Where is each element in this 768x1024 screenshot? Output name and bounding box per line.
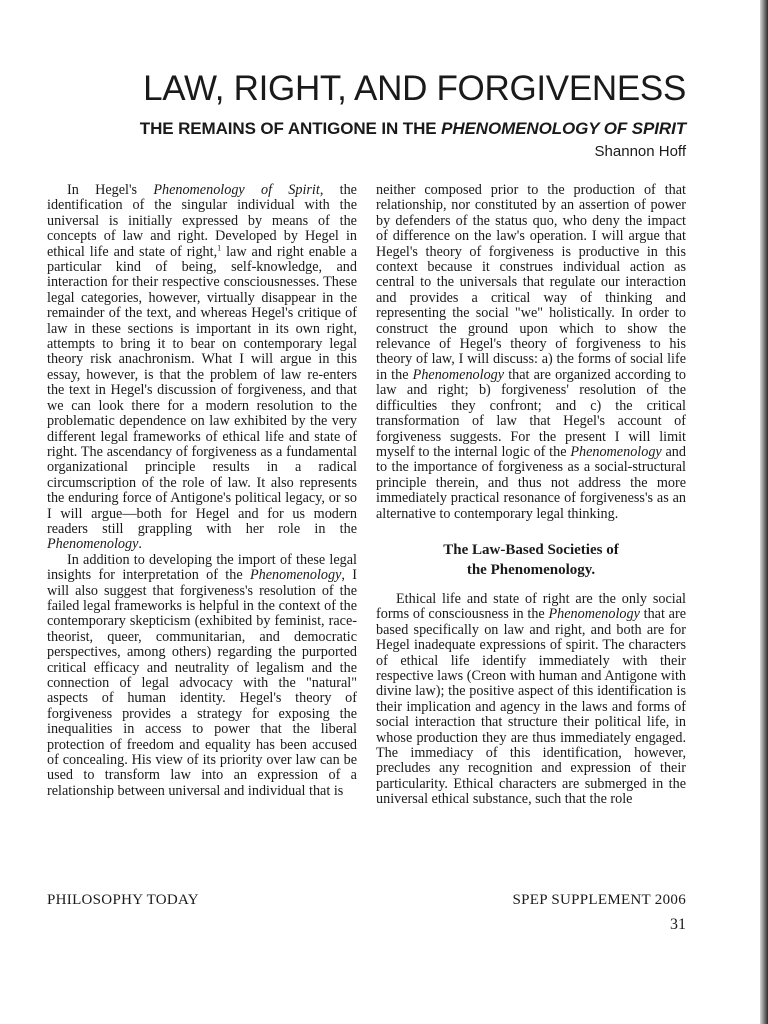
text-span: , the identification of the singular individual with the universal is initially expressed by means of the concepts of law and right. Developed by Hegel in ethical life and state of right, [47,182,357,260]
italic-span: Phenomenology [249,567,342,584]
text-span: , I will also suggest that forgiveness's resolution of the failed legal frameworks is helpful in the context of the contemporary skepticism (exhibited by feminist, race-theorist, queer, communitarian, and democratic perspectives, among others) regarding the purported critical efficacy and neutrality of legalism and the connection of legal advocacy with the "natural" aspects of human identity. Hegel's theory of forgiveness provides a strategy for exposing the inequalities in access to power that the liberal protection of freedom and equality has been accused of concealing. His view of its priority over law can be used to transform law into an expression of a relationship between universal and individual that is [47,567,357,799]
subtitle-italic: PHENOMENOLOGY OF SPIRIT [441,119,686,138]
text-span: and to the importance of forgiveness as a social-structural principle therein, and thus not address the more immediately practical resonance of forgiveness's as an alternative to contemporary legal thinking. [376,443,686,522]
paragraph [376,592,686,808]
section-heading-line: the Phenomenology. [466,561,596,578]
italic-span: Phenomenology [412,366,505,383]
italic-span: Phenomenology [570,443,662,460]
author-name: Shannon Hoff [594,143,686,160]
text-span: law and right enable a particular kind of being, self-knowledge, and interaction for their respective consciousnesses. These legal categories, however, virtually disappear in the remainder of the text, and whereas Hegel's critique of law in these sections is important in its own right, attempts to bring it to bear on contemporary legal theory risk anachronism. What I will argue in this essay, however, is that the problem of law re-enters the text in Hegel's discussion of forgiveness, and that we can look there for a modern resolution to the problematic dependence on law exhibited by the very different legal frameworks of ethical life and state of right. The ascendancy of forgiveness as a fundamental organizational principle results in a radical circumscription of the role of law. It also represents the enduring force of Antigone's political legacy, or so I will argue—both for Hegel and for us modern readers still grappling with her role in the [47,243,357,537]
article-subtitle [40,118,686,140]
journal-name: PHILOSOPHY TODAY [47,892,199,908]
text-span: In addition to developing the import of these legal insights for interpretation of the [47,551,357,584]
page-edge-shadow [760,0,768,1024]
text-span: that are based specifically on law and right, and both are for Hegel inadequate expressions of spirit. The characters of ethical life identify immediately with their respective laws (Creon with human and Antigone with divine law); the positive aspect of this identification is their implication and agency in the laws and forms of social interaction that structure their political life, in whose production they are thus immediately engaged. The immediacy of this identification, however, precludes any recognition and expression of their particularity. Ethical characters are submerged in the universal ethical substance, such that the role [376,606,686,808]
subtitle-text: THE REMAINS OF ANTIGONE IN THE [139,119,442,138]
right-column [376,183,686,808]
paragraph [47,183,357,553]
paragraph [47,553,357,800]
text-span: In Hegel's [67,182,154,198]
italic-span: Phenomenology [47,536,139,553]
text-span: Ethical life and state of right are the only social forms of consciousness in the [376,590,686,623]
article-title: LAW, RIGHT, AND FORGIVENESS [143,69,686,108]
footnote-marker[interactable]: 1 [217,242,222,252]
page-number: 31 [670,916,686,933]
journal-issue: SPEP SUPPLEMENT 2006 [512,892,686,908]
section-heading [376,540,686,580]
paragraph [376,183,686,522]
text-span: neither composed prior to the production of that relationship, nor constituted by an assertion of power by defenders of the status quo, who deny the impact of difference on the law's operation. I will argue that Hegel's theory of forgiveness is productive in this context because it construes individual action as central to the universals that regulate our interaction and provides a critical way of thinking and representing the social "we" holistically. In order to construct the ground upon which to show the relevance of Hegel's theory of forgiveness to his theory of law, I will discuss: a) the forms of social life in the [376,182,686,383]
text-span: that are organized according to law and right; b) forgiveness' resolution of the difficulties they confront; and c) the critical transformation of law that Hegel's account of forgiveness suggests. For the present I will limit myself to the internal logic of the [376,366,686,460]
left-column [47,183,357,799]
italic-span: Phenomenology [548,606,640,623]
section-heading-line: The Law-Based Societies of [443,541,619,558]
italic-span: Phenomenology of Spirit [153,182,320,198]
text-span: . [138,536,142,553]
